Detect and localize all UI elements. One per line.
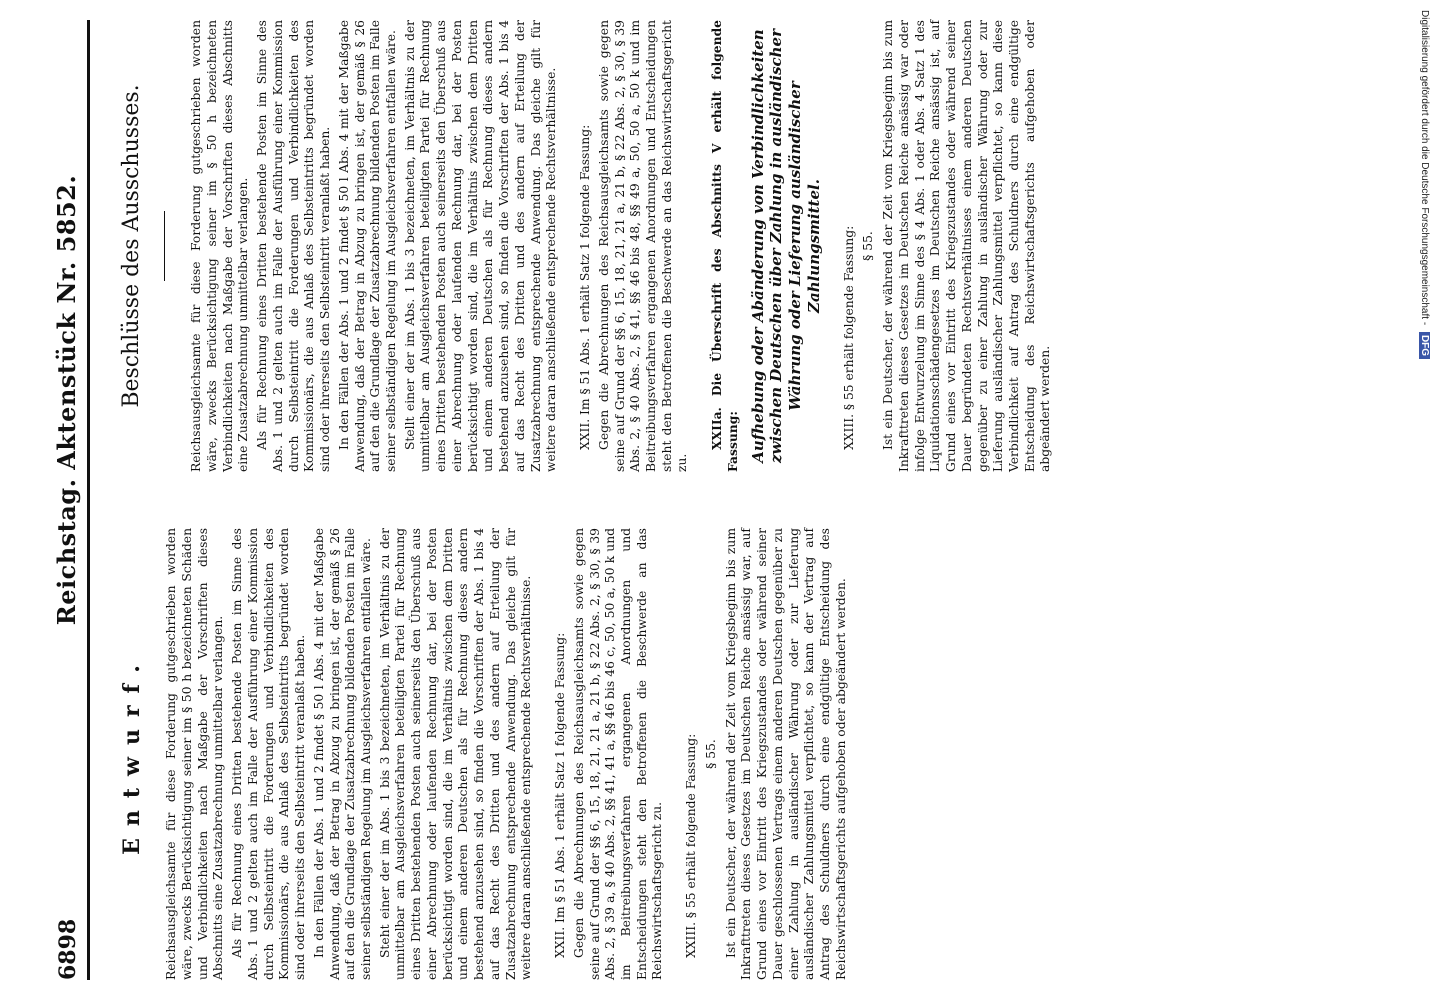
page-title: Reichstag. Aktenstück Nr. 5852. [52,174,81,626]
paragraph: Steht einer der im Abs. 1 bis 3 bezeichneten, im Verhältnis zu der unmittelbar am Ausgleichsverfahren beteiligten Partei für Rechnung eines Dritten bestehenden Posten auch seinerseits den Überschuß aus einer Abrechnung oder laufenden Rechnung dar, bei der Posten berücksichtigt worden sind, die im Verhältnis zwischen dem Dritten und einem anderen Deutschen als für Rechnung dieses andern bestehend anzusehen sind, so finden die Vorschriften der Abs. 1 bis 4 auf das Recht des Dritten und des andern auf Erteilung der Zusatzabrechnung entsprechende Anwendung. Das gleiche gilt für weitere daran anschließende entsprechende Rechtsverhältnisse. [377,528,534,980]
paragraph: In den Fällen der Abs. 1 und 2 findet § 50 l Abs. 4 mit der Maßgabe Anwendung, daß der Betrag in Abzug zu bringen ist, der gemäß § 26 auf den die Grundlage der Zusatzabrechnung bildenden Posten im Falle seiner selbständigen Regelung im Ausgleichsverfahren entfallen wäre. [336,20,398,472]
paragraph: Ist ein Deutscher, der während der Zeit vom Kriegsbeginn bis zum Inkrafttreten dieses Gesetzes im Deutschen Reiche ansässig war oder infolge Entwurzelung im Sinne des § 4 Abs. 1 oder Abs. 4 Satz 1 des Liquidationsschädengesetzes im Deutschen Reiche ansässig ist, auf Grund eines vor Eintritt des Kriegszustandes oder während seiner Dauer begründeten Rechtsverhältnisses einem anderen Deutschen gegenüber zu einer Zahlung in ausländischer Währung oder zur Lieferung ausländischer Zahlungsmittel verpflichtet, so kann diese Verbindlichkeit auf Antrag des Schuldners durch eine endgültige Entscheidung des Reichswirtschaftsgerichts aufgehoben oder abgeändert werden. [881,20,1053,472]
funding-note: Digitalisierung gefördert durch die Deutsche Forschungsgemeinschaft - [1419,10,1430,326]
paragraph-number: § 55. [703,739,718,769]
column-heading-draft: Entwurf. [119,653,145,855]
paragraph: Als für Rechnung eines Dritten bestehende Posten im Sinne des Abs. 1 und 2 gelten auch im Falle der Ausführung einer Kommission durch Selbsteintritt die Forderungen und Verbindlichkeiten des Kommissionärs, die aus Anlaß des Selbsteintritts begründet worden sind oder ihrerseits den Selbsteintritt veranlaßt haben. [255,20,333,472]
page-header [30,20,90,980]
digitization-note [1414,4,1430,996]
heading-rule [164,211,165,281]
section-heading: XXIIa. Die Überschrift des Abschnitts V erhält folgende Fassung: [709,20,740,472]
paragraph: Stellt einer der im Abs. 1 bis 3 bezeichneten, im Verhältnis zu der unmittelbar am Ausgleichsverfahren beteiligten Partei für Rechnung eines Dritten bestehenden Posten auch seinerseits den Überschuß aus einer Abrechnung oder laufenden Rechnung dar, bei der Posten berücksichtigt worden sind, die im Verhältnis zwischen dem Dritten und einem anderen Deutschen als für Rechnung dieses andern bestehend anzusehen sind, so finden die Vorschriften der Abs. 1 bis 4 auf das Recht des Dritten und des andern auf Erteilung der Zusatzabrechnung entsprechende Anwendung. Das gleiche gilt für weitere daran anschließende entsprechende Rechtsverhältnisse. [402,20,559,472]
draft-column [112,528,1390,980]
section-heading: XXII. Im § 51 Abs. 1 erhält Satz 1 folgende Fassung: [553,632,568,958]
section-heading: XXIII. § 55 erhält folgende Fassung: [684,733,699,958]
dfg-logo: DFG [1419,332,1430,359]
paragraph: Gegen die Abrechnungen des Reichsausgleichsamts sowie gegen seine auf Grund der §§ 6, 15, 18, 21, 21 a, 21 b, § 22 Abs. 2, § 30, § 39 Abs. 2, § 39 a, § 40 Abs. 2, §§ 41, 41 a, §§ 46 bis 46 c, 50, 50 a, 50 k und im Beitreibungsverfahren ergangenen Anordnungen und Entscheidungen steht den Betroffenen die Beschwerde an das Reichswirtschaftsgericht zu. [571,528,665,980]
paragraph: In den Fällen der Abs. 1 und 2 findet § 50 l Abs. 4 mit der Maßgabe Anwendung, daß der Betrag in Abzug zu bringen ist, der gemäß § 26 auf den die Grundlage der Zusatzabrechnung bildenden Posten im Falle seiner selbständigen Regelung im Ausgleichsverfahren entfallen wäre. [311,528,373,980]
column-heading-committee: Beschlüsse des Ausschusses. [119,84,144,408]
page-number: 6898 [55,918,81,980]
section-heading: XXIII. § 55 erhält folgende Fassung: [841,225,856,450]
paragraph-number: § 55. [861,231,876,261]
paragraph: Als für Rechnung eines Dritten bestehende Posten im Sinne des Abs. 1 und 2 gelten auch im Falle der Ausführung einer Kommission durch Selbsteintritt die Forderungen und Verbindlichkeiten des Kommissionärs, die aus Anlaß des Selbsteintritts begründet worden sind oder ihrerseits den Selbsteintritt veranlaßt haben. [230,528,308,980]
section-heading: XXII. Im § 51 Abs. 1 erhält Satz 1 folgende Fassung: [578,124,593,450]
document-page [30,20,1390,980]
paragraph: Ist ein Deutscher, der während der Zeit vom Kriegsbeginn bis zum Inkrafttreten dieses Gesetzes im Deutschen Reiche ansässig war, auf Grund eines vor Eintritt des Kriegszustandes oder während seiner Dauer geschlossenen Vertrags einem anderen Deutschen gegenüber zu einer Zahlung in ausländischer Währung oder zur Lieferung ausländischer Zahlungsmittel verpflichtet, so kann der Vertrag auf Antrag des Schuldners durch eine endgültige Entscheidung des Reichswirtschaftsgerichts aufgehoben oder abgeändert werden. [723,528,848,980]
committee-column [112,20,1390,472]
section-title: Aufhebung oder Abänderung von Verbindlichkeiten zwischen Deutschen über Zahlung in ausländischer Währung oder Lieferung ausländischer Zahlungsmittel. [748,28,823,464]
paragraph: Reichsausgleichsamte für diese Forderung gutgeschrieben worden wäre, zwecks Berücksichtigung seiner im § 50 h bezeichneten Verbindlichkeiten nach Maßgabe der Vorschriften dieses Abschnitts eine Zusatzabrechnung unmittelbar verlangen. [189,20,251,472]
paragraph: Reichsausgleichsamte für diese Forderung gutgeschrieben worden wäre, zwecks Berücksichtigung seiner im § 50 h bezeichneten Schäden und Verbindlichkeiten nach Maßgabe der Vorschriften dieses Abschnitts eine Zusatzabrechnung unmittelbar verlangen. [164,528,226,980]
paragraph: Gegen die Abrechnungen des Reichsausgleichsamts sowie gegen seine auf Grund der §§ 6, 15, 18, 21, 21 a, 21 b, § 22 Abs. 2, § 30, § 39 Abs. 2, § 40 Abs. 2, § 41, §§ 46 bis 48, §§ 49 a, 50, 50 a, 50 k und im Beitreibungsverfahren ergangenen Anordnungen und Entscheidungen steht den Betroffenen die Beschwerde an das Reichswirtschaftsgericht zu. [596,20,690,472]
